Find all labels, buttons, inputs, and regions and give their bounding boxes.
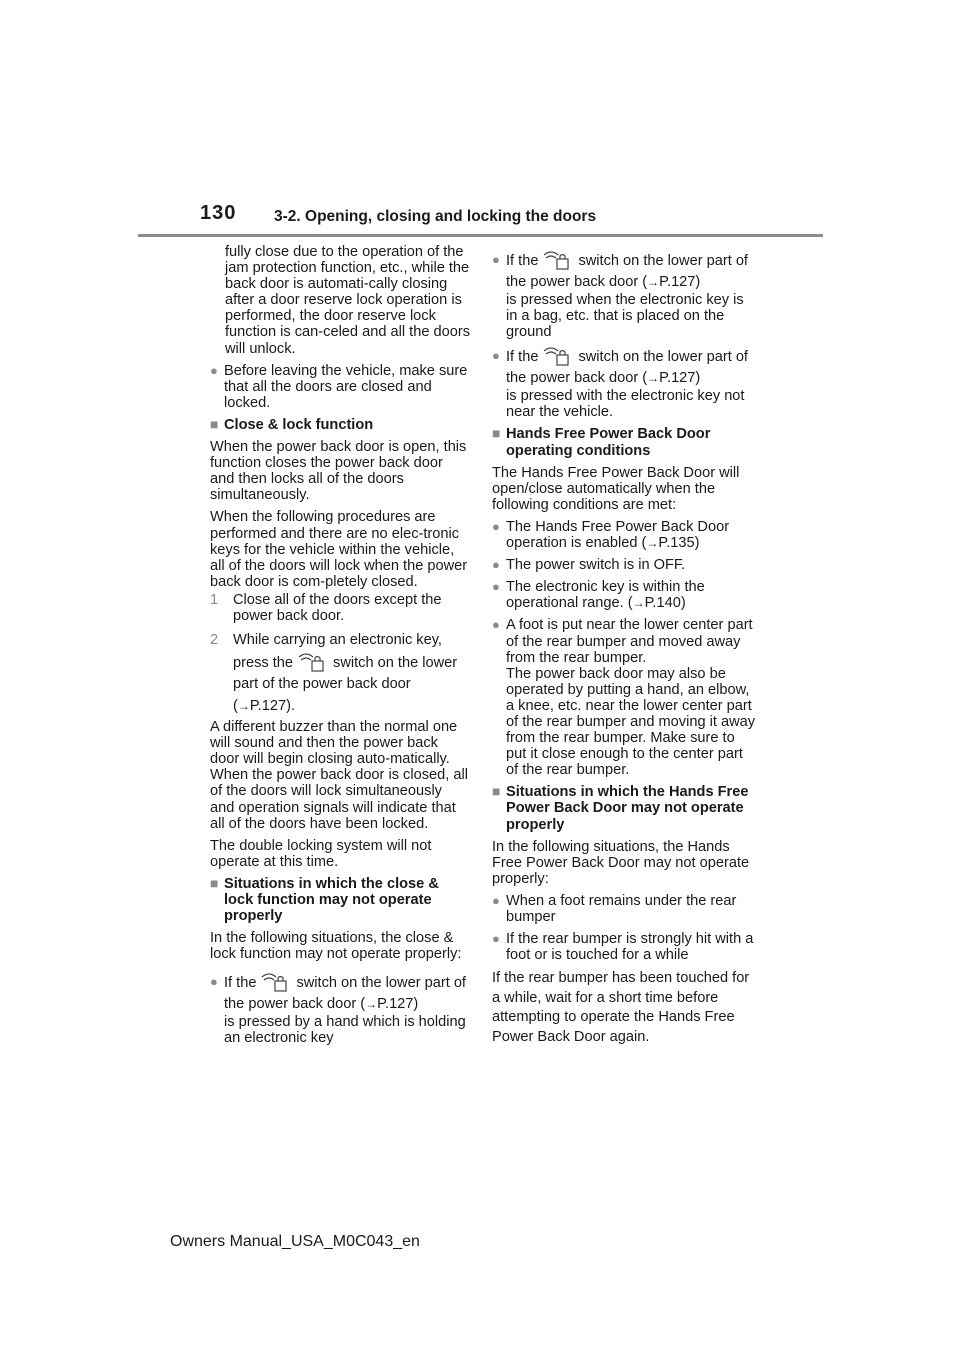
bullet-dot-icon: ● (492, 348, 500, 364)
heading-text: Situations in which the close & lock function may not operate properly (224, 875, 439, 925)
back-door-switch-icon (542, 346, 574, 366)
bullet-foot (492, 617, 757, 778)
page-number: 130 (200, 202, 237, 224)
bullet-text: is pressed when the electronic key is in a bag, etc. that is placed on the ground (506, 292, 744, 341)
bullet-text: switch on the lower part of the power back door ( (506, 349, 748, 386)
heading-text: Close & lock function (224, 416, 374, 433)
bullet-text: Before leaving the vehicle, make sure that all the doors are closed and locked. (224, 362, 468, 411)
heading-square-icon: ■ (492, 425, 501, 442)
heading-text: Hands Free Power Back Door operating conditions (506, 426, 711, 459)
bullet-dot-icon: ● (492, 557, 500, 573)
bullet-dot-icon: ● (492, 518, 500, 534)
back-door-switch-icon (542, 250, 574, 270)
back-door-switch-icon (297, 652, 329, 672)
bullet-text: When a foot remains under the rear bumper (506, 892, 737, 925)
arrow-right-icon: → (647, 370, 660, 385)
bullet-foot-remains (492, 893, 757, 925)
bullet-text: is pressed with the electronic key not near the vehicle. (506, 388, 745, 421)
step-2 (210, 630, 470, 717)
bullet-bag (492, 250, 757, 340)
bullet-range (492, 579, 757, 611)
bullet-text: switch on the lower part of the power back door ( (506, 253, 748, 290)
heading-situations-hands-free (492, 784, 757, 832)
back-door-switch-icon (260, 972, 292, 992)
step-number: 2 (210, 632, 219, 649)
bullet-dot-icon: ● (492, 579, 500, 595)
bullet-text: The power switch is in OFF. (506, 557, 686, 574)
page-reference: P.127) (659, 369, 701, 386)
page-reference: P.135) (658, 535, 700, 552)
arrow-right-icon: → (647, 274, 660, 289)
paragraph-buzzer: A different buzzer than the normal one will sound and then the power back door will begin closing auto-matically. When the power back door is closed, all of the doors will lock simultaneously and operation signals will indicate that all of the doors have been locked. (210, 719, 468, 832)
paragraph-touched: If the rear bumper has been touched for a while, wait for a short time before attempting to operate the Hands Free Power Back Door again. (492, 970, 750, 1045)
bullet-dot-icon: ● (492, 252, 500, 267)
heading-square-icon: ■ (210, 874, 219, 891)
page-reference: P.127) (377, 995, 419, 1012)
intro-paragraph: fully close due to the operation of the jam protection function, etc., while the back door is automati-cally closing after a door reserve lock operation is performed, the door reserve lock function is can-celed and all the doors will unlock. (225, 244, 471, 357)
bullet-hand (210, 972, 470, 1046)
heading-square-icon: ■ (210, 415, 219, 432)
heading-hands-free-conditions (492, 426, 757, 458)
step-text: Close all of the doors except the power back door. (233, 591, 442, 624)
bullet-text: The Hands Free Power Back Door operation is enabled ( (506, 518, 730, 552)
bullet-strongly-hit (492, 931, 757, 963)
arrow-right-icon: → (632, 596, 645, 611)
header-rule (138, 234, 823, 237)
paragraph-double-lock: The double locking system will not operate at this time. (210, 837, 432, 870)
paragraph-close-lock-1: When the power back door is open, this function closes the power back door and then locks all of the doors simultaneously. (210, 439, 467, 504)
step-1 (210, 592, 470, 624)
heading-text: Situations in which the Hands Free Power Back Door may not operate properly (506, 784, 749, 833)
paragraph-situations-close: In the following situations, the close & lock function may not operate properly: (210, 930, 462, 963)
paragraph-close-lock-2: When the following procedures are performed and there are no elec-tronic keys for the vehicle within the vehicle, all of the doors will lock when the power back door is com-pletely closed. (210, 509, 468, 590)
bullet-text: If the rear bumper is strongly hit with a foot or is touched for a while (506, 931, 754, 964)
bullet-dot-icon: ● (492, 931, 500, 947)
bullet-text: switch on the lower part of the power back door ( (224, 975, 466, 1012)
arrow-right-icon: → (646, 536, 659, 551)
section-title: 3-2. Opening, closing and locking the doors (274, 208, 597, 225)
left-column (210, 244, 470, 1053)
page-reference: P.127) (659, 273, 701, 290)
step-text: switch on the lower part of the power back door ( (233, 654, 458, 714)
right-column (492, 250, 757, 1053)
bullet-not-near (492, 346, 757, 420)
arrow-right-icon: → (237, 698, 250, 713)
bullet-before-leaving (210, 363, 470, 411)
heading-close-lock (210, 417, 470, 433)
bullet-text: If the (506, 349, 539, 366)
bullet-text: The electronic key is within the operational range. ( (506, 579, 705, 612)
bullet-dot-icon: ● (210, 362, 218, 378)
paragraph-hands-free: The Hands Free Power Back Door will open/close automatically when the following conditions are met: (492, 464, 740, 513)
bullet-dot-icon: ● (492, 617, 500, 633)
page-reference: P.127). (249, 697, 296, 714)
footer-manual-id: Owners Manual_USA_M0C043_en (170, 1233, 420, 1250)
bullet-dot-icon: ● (492, 892, 500, 908)
heading-situations-close (210, 876, 470, 924)
bullet-dot-icon: ● (210, 974, 218, 990)
bullet-text: If the (506, 253, 539, 269)
bullet-enabled (492, 519, 757, 551)
paragraph-situations-hands-free: In the following situations, the Hands Free Power Back Door may not operate properly: (492, 838, 750, 887)
page-reference: P.140) (644, 595, 686, 612)
step-number: 1 (210, 591, 219, 608)
bullet-text: If the (224, 975, 257, 992)
step-text: While carrying an electronic key, press the (233, 632, 442, 671)
bullet-text: is pressed by a hand which is holding an electronic key (224, 1014, 466, 1047)
bullet-text: A foot is put near the lower center part of the rear bumper and moved away from the rear bumper. (506, 617, 753, 666)
arrow-right-icon: → (365, 996, 378, 1011)
bullet-power-off (492, 557, 757, 573)
heading-square-icon: ■ (492, 783, 501, 800)
bullet-text: The power back door may also be operated by putting a hand, an elbow, a knee, etc. near the lower center part of the rear bumper and moving it away from the rear bumper. Make sure to put it close enough to the center part of the rear bumper. (506, 665, 756, 779)
